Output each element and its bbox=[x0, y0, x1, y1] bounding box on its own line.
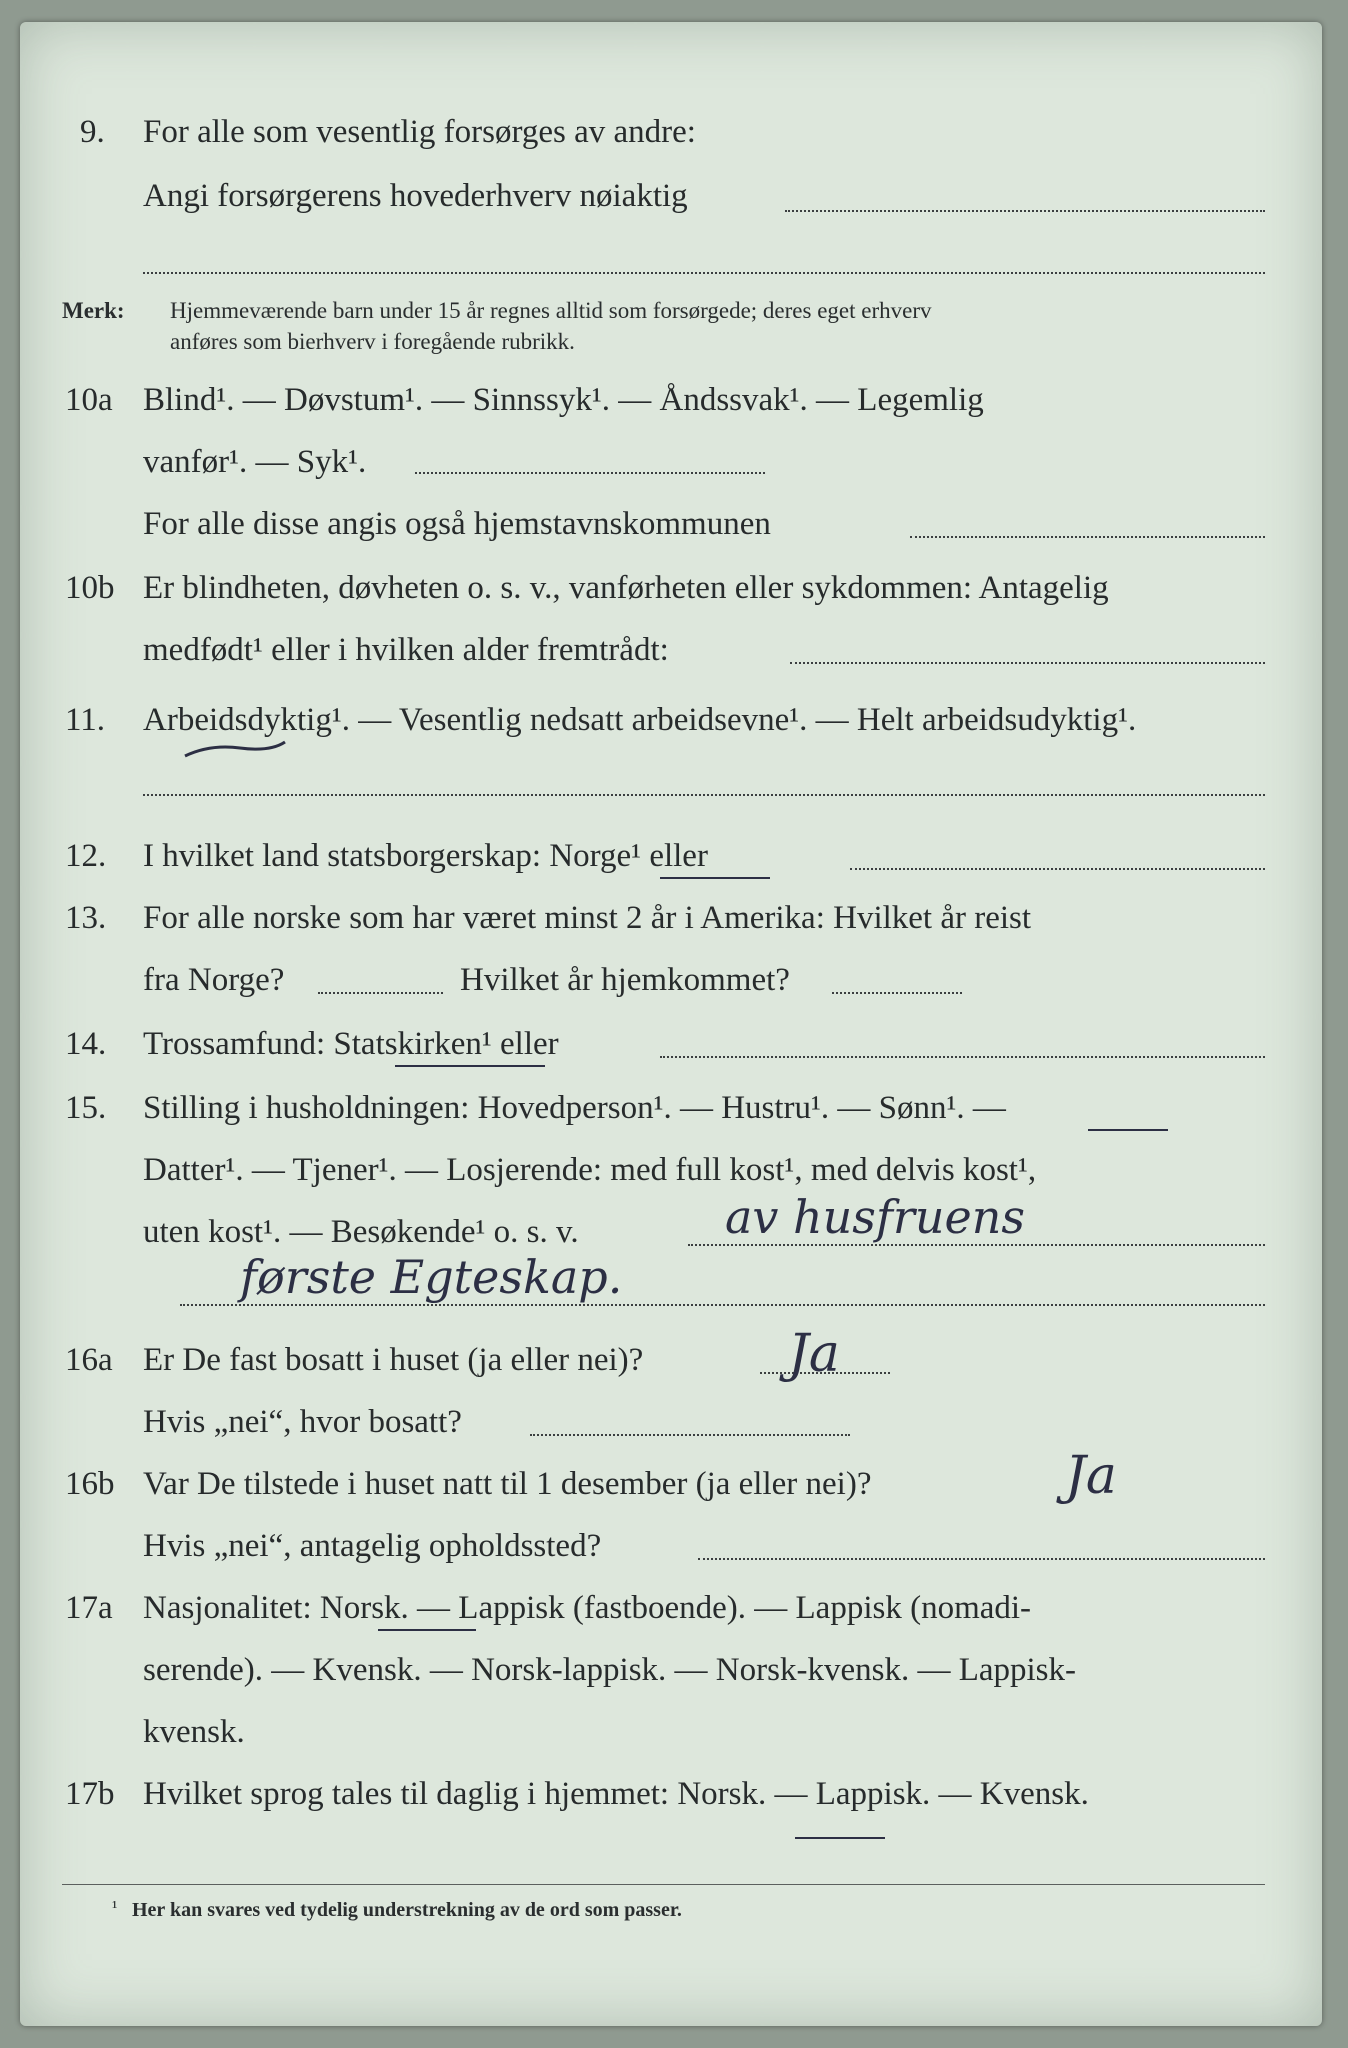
q9-answer-line-2 bbox=[143, 272, 1265, 274]
q15-line1: Stilling i husholdningen: Hovedperson¹. — Hustru¹. — Sønn¹. — bbox=[143, 1090, 1006, 1126]
q15-line2: Datter¹. — Tjener¹. — Losjerende: med full kost¹, med delvis kost¹, bbox=[143, 1152, 1037, 1188]
q17a-number: 17a bbox=[65, 1590, 113, 1626]
q15-handwritten-answer-1: av husfruens bbox=[725, 1190, 1025, 1244]
q9-number: 9. bbox=[80, 114, 105, 150]
q14-number: 14. bbox=[65, 1026, 107, 1062]
q14-line1: Trossamfund: Statskirken¹ eller bbox=[143, 1026, 559, 1062]
footnote-text: Her kan svares ved tydelig understrekning av de ord som passer. bbox=[132, 1899, 682, 1921]
q17b-line1: Hvilket sprog tales til daglig i hjemmet: Norsk. — Lappisk. — Kvensk. bbox=[143, 1776, 1089, 1812]
q17a-line2: serende). — Kvensk. — Norsk-lappisk. — Norsk-kvensk. — Lappisk- bbox=[143, 1652, 1077, 1688]
q10b-number: 10b bbox=[65, 570, 115, 606]
q11-answer-line bbox=[143, 794, 1265, 796]
q15-answer-line bbox=[688, 1244, 1265, 1246]
q12-number: 12. bbox=[65, 838, 107, 874]
q15-handwritten-answer-2: første Egteskap. bbox=[240, 1250, 623, 1304]
census-form-page bbox=[20, 22, 1322, 2026]
q15-answer-line-2 bbox=[180, 1304, 1265, 1306]
footnote-mark: ¹ bbox=[112, 1897, 118, 1917]
q12-norge-underline bbox=[660, 877, 770, 879]
q11-line1: Arbeidsdyktig¹. — Vesentlig nedsatt arbeidsevne¹. — Helt arbeidsudyktig¹. bbox=[143, 702, 1137, 738]
merk-line1: Hjemmeværende barn under 15 år regnes alltid som forsørgede; deres eget erhverv bbox=[170, 298, 932, 323]
q10b-line1: Er blindheten, døvheten o. s. v., vanførheten eller sykdommen: Antagelig bbox=[143, 570, 1109, 606]
q16a-line2: Hvis „nei“, hvor bosatt? bbox=[143, 1404, 462, 1440]
q13-line2b: Hvilket år hjemkommet? bbox=[460, 962, 790, 998]
q13-return-line bbox=[832, 992, 962, 994]
q16a-handwritten-answer: Ja bbox=[788, 1324, 840, 1384]
q9-line1: For alle som vesentlig forsørges av andre: bbox=[143, 114, 696, 150]
q17b-norsk-underline bbox=[795, 1837, 885, 1839]
q10a-line3: For alle disse angis også hjemstavnskommunen bbox=[143, 506, 771, 542]
q16b-number: 16b bbox=[65, 1466, 115, 1502]
q16b-whereabouts-line bbox=[698, 1558, 1265, 1560]
q13-line1: For alle norske som har været minst 2 år i Amerika: Hvilket år reist bbox=[143, 900, 1032, 936]
q15-line3: uten kost¹. — Besøkende¹ o. s. v. bbox=[143, 1214, 579, 1250]
q16b-line2: Hvis „nei“, antagelig opholdssted? bbox=[143, 1528, 602, 1564]
merk-label: Merk: bbox=[62, 298, 125, 323]
q15-sonn-underline bbox=[1088, 1129, 1168, 1131]
q16a-residence-line bbox=[530, 1434, 850, 1436]
q14-statskirken-underline bbox=[395, 1065, 545, 1067]
q15-number: 15. bbox=[65, 1090, 107, 1126]
footnote-divider bbox=[62, 1884, 1265, 1885]
q10a-line1: Blind¹. — Døvstum¹. — Sinnssyk¹. — Åndssvak¹. — Legemlig bbox=[143, 382, 984, 418]
q13-line2a: fra Norge? bbox=[143, 962, 285, 998]
q11-number: 11. bbox=[65, 702, 106, 738]
q12-answer-line bbox=[850, 868, 1265, 870]
q17a-line3: kvensk. bbox=[143, 1714, 245, 1750]
q16b-handwritten-answer: Ja bbox=[1065, 1446, 1117, 1506]
q10a-line2: vanfør¹. — Syk¹. bbox=[143, 444, 367, 480]
q17a-norsk-underline bbox=[378, 1629, 476, 1631]
q16a-number: 16a bbox=[65, 1342, 113, 1378]
q13-number: 13. bbox=[65, 900, 107, 936]
q17a-line1: Nasjonalitet: Norsk. — Lappisk (fastboende). — Lappisk (nomadi- bbox=[143, 1590, 1032, 1626]
q16a-line1: Er De fast bosatt i huset (ja eller nei)? bbox=[143, 1342, 644, 1378]
q9-answer-line bbox=[785, 210, 1265, 212]
q17b-number: 17b bbox=[65, 1776, 115, 1812]
q16b-line1: Var De tilstede i huset natt til 1 desember (ja eller nei)? bbox=[143, 1466, 872, 1502]
q10b-answer-line bbox=[790, 662, 1265, 664]
q10a-answer-line bbox=[415, 472, 765, 474]
q13-departure-line bbox=[318, 992, 443, 994]
q10b-line2: medfødt¹ eller i hvilken alder fremtrådt: bbox=[143, 632, 669, 668]
q9-line2: Angi forsørgerens hovederhverv nøiaktig bbox=[143, 178, 688, 214]
q14-answer-line bbox=[660, 1056, 1265, 1058]
q12-line1: I hvilket land statsborgerskap: Norge¹ eller bbox=[143, 838, 708, 874]
q10a-number: 10a bbox=[65, 382, 113, 418]
merk-line2: anføres som bierhverv i foregående rubrikk. bbox=[170, 329, 575, 354]
q11-handwritten-underline bbox=[180, 734, 290, 764]
q10a-hometown-line bbox=[910, 536, 1265, 538]
